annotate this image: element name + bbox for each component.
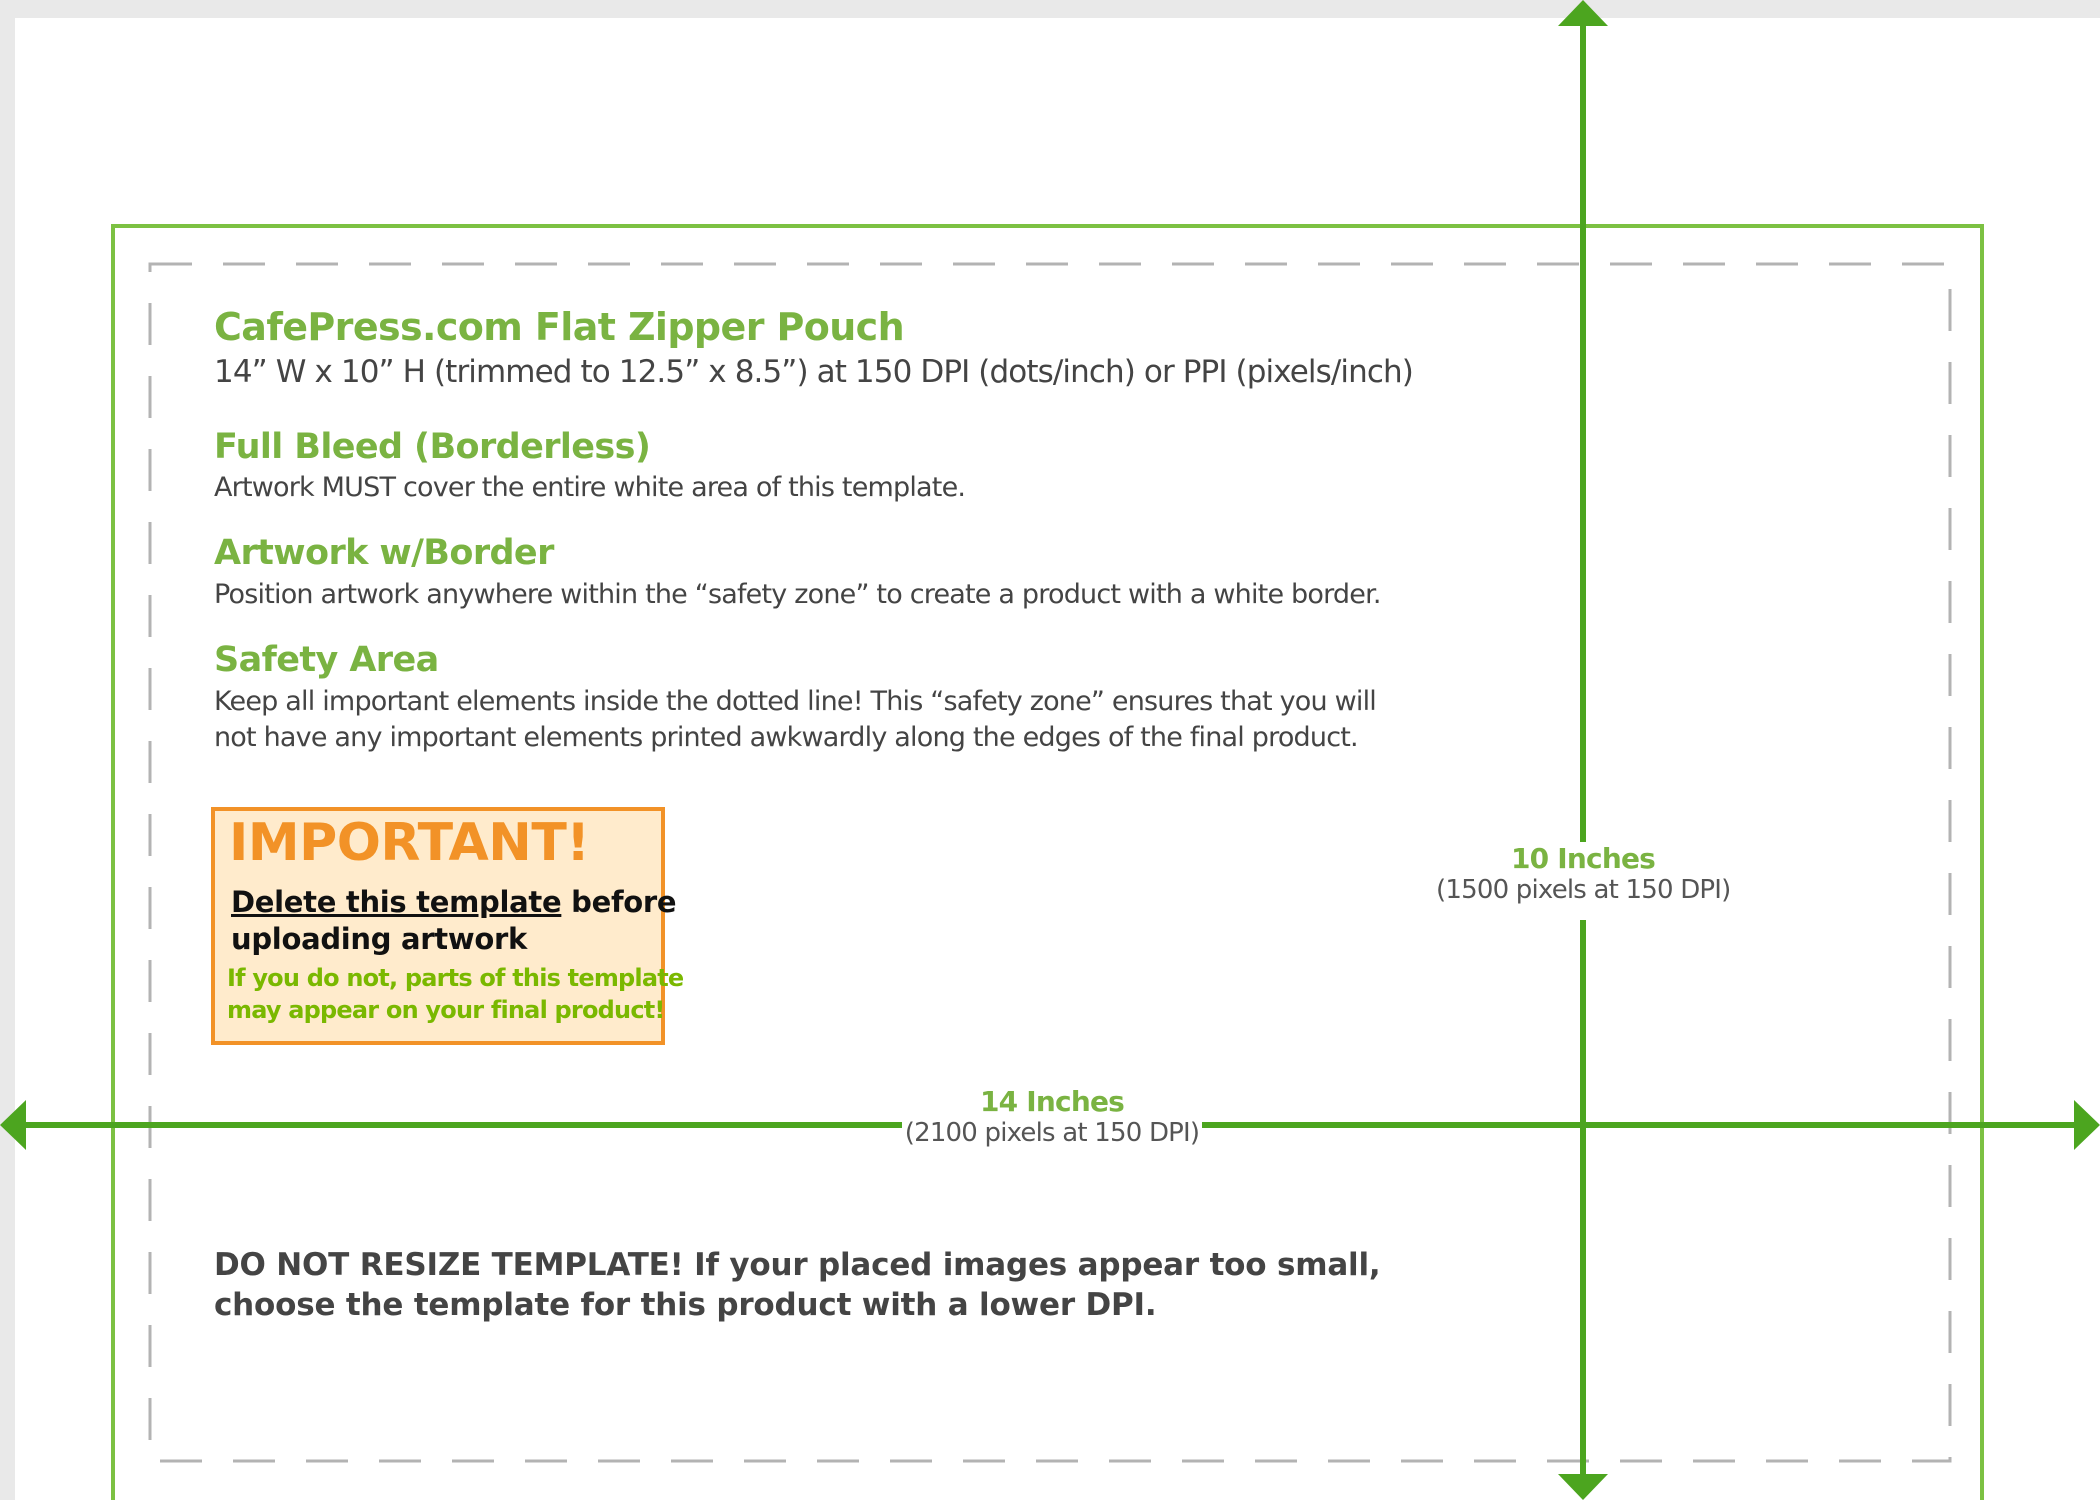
height-dimension-label [1436, 842, 1730, 920]
section-text-safety-area-line1: Keep all important elements inside the dotted line! This “safety zone” ensures that you will [214, 686, 1376, 717]
delete-instruction-rest: before [561, 885, 677, 919]
product-spec: 14” W x 10” H (trimmed to 12.5” x 8.5”) at 150 DPI (dots/inch) or PPI (pixels/inch) [214, 354, 1413, 390]
width-arrow-left [0, 1100, 26, 1150]
delete-instruction-underlined: Delete this template [231, 885, 562, 919]
resize-warning-line2: choose the template for this product with a lower DPI. [214, 1287, 1157, 1323]
section-heading-safety-area: Safety Area [214, 640, 439, 680]
delete-instruction-line1 [231, 885, 676, 919]
width-dimension-title: 14 Inches [979, 1085, 1125, 1118]
height-arrow-top [1558, 0, 1608, 26]
width-dimension-subtitle: (2100 pixels at 150 DPI) [904, 1118, 1200, 1148]
height-dimension-subtitle: (1500 pixels at 150 DPI) [1436, 875, 1731, 905]
section-heading-full-bleed: Full Bleed (Borderless) [214, 427, 651, 467]
section-heading-artwork-border: Artwork w/Border [214, 533, 554, 573]
important-warning-line1: If you do not, parts of this template [227, 964, 684, 992]
height-arrow-bottom [1558, 1474, 1608, 1500]
delete-instruction-line2: uploading artwork [231, 922, 527, 956]
section-text-full-bleed: Artwork MUST cover the entire white area of this template. [214, 472, 966, 503]
important-notice-box [211, 807, 684, 1045]
height-dimension-title: 10 Inches [1510, 842, 1656, 875]
section-text-safety-area-line2: not have any important elements printed awkwardly along the edges of the final product. [214, 722, 1358, 753]
width-dimension-label [902, 1085, 1202, 1163]
width-arrow-right [2074, 1100, 2100, 1150]
important-warning-line2: may appear on your final product! [227, 996, 665, 1024]
product-title: CafePress.com Flat Zipper Pouch [214, 305, 905, 349]
important-title: IMPORTANT! [229, 813, 590, 873]
section-text-artwork-border: Position artwork anywhere within the “safety zone” to create a product with a white border. [214, 579, 1381, 610]
resize-warning-line1: DO NOT RESIZE TEMPLATE! If your placed images appear too small, [214, 1247, 1381, 1283]
resize-warning [214, 1245, 1380, 1325]
